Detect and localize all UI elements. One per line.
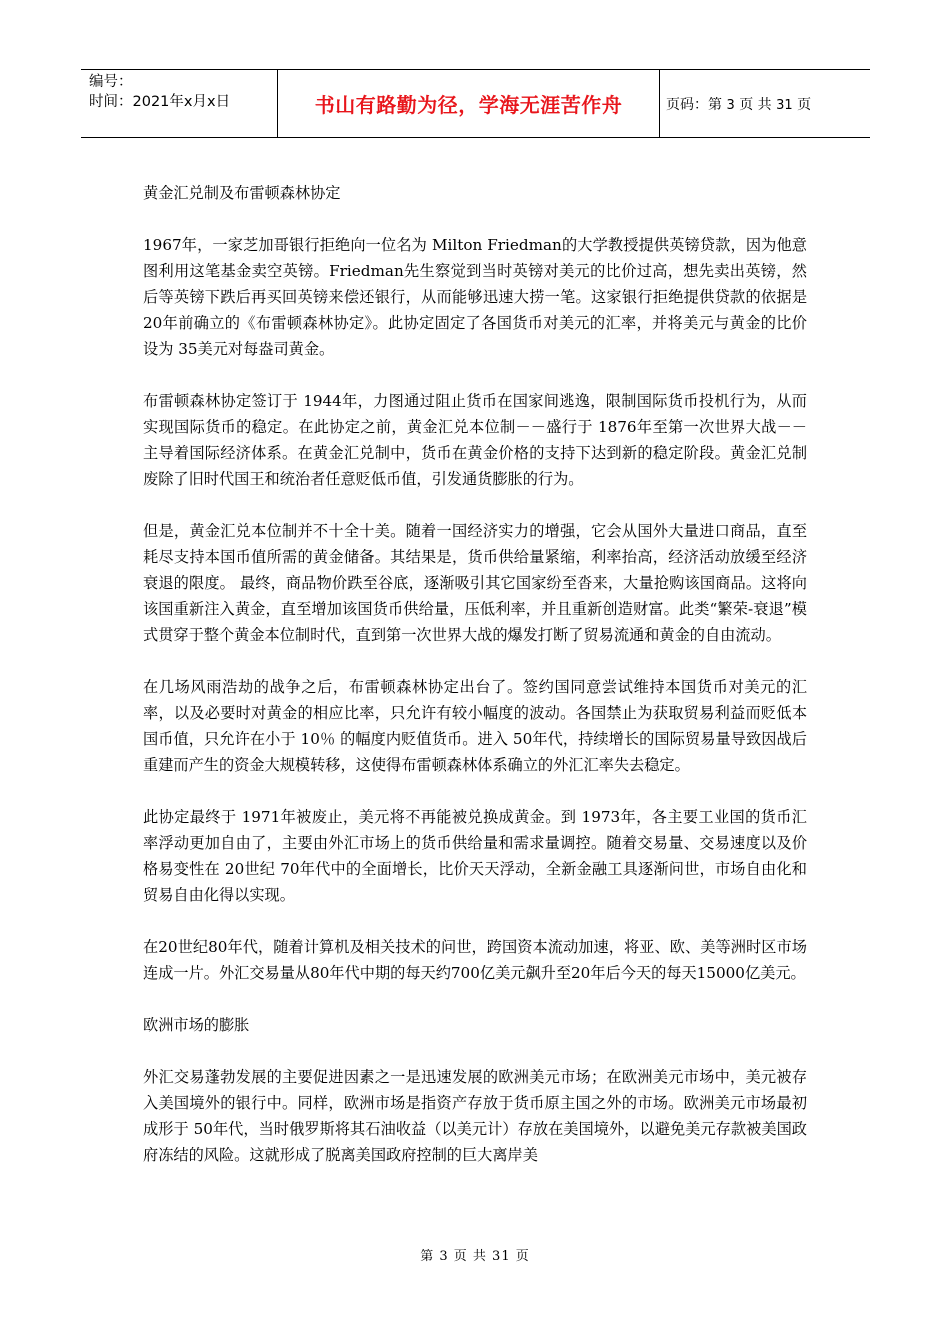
header-page-info — [666, 94, 866, 114]
paragraph: 此协定最终于 1971年被废止，美元将不再能被兑换成黄金。到 1973年，各主要工业国的货币汇率浮动更加自由了，主要由外汇市场上的货币供给量和需求量调控。随着交易量、交易速度以及价格易变性在 20世纪 70年代中的全面增长，比价天天浮动，全新金融工具逐渐问世，市场自由化和贸易自由化得以实现。 — [143, 808, 807, 904]
page-current: 3 — [726, 98, 735, 113]
page-prefix: 页码：第 — [666, 97, 722, 113]
paragraph: 但是，黄金汇兑本位制并不十全十美。随着一国经济实力的增强，它会从国外大量进口商品，直至耗尽支持本国币值所需的黄金储备。其结果是，货币供给量紧缩，利率抬高，经济活动放缓至经济衰退的限度。 最终，商品物价跌至谷底，逐渐吸引其它国家纷至沓来，大量抢购该国商品。这将向该国重新注入黄金，直至增加该国货币供给量，压低利率，并且重新创造财富。此类“繁荣-衰退”模式贯穿于整个黄金本位制时代，直到第一次世界大战的爆发打断了贸易流通和黄金的自由流动。 — [143, 522, 807, 644]
document-date: 时间：2021年x月x日 — [89, 94, 231, 110]
document-number-label: 编号： — [89, 74, 133, 90]
header-divider — [659, 70, 660, 137]
page-suffix: 页 — [797, 97, 812, 113]
page-mid: 页 共 — [739, 97, 772, 113]
paragraph: 外汇交易蓬勃发展的主要促进因素之一是迅速发展的欧洲美元市场；在欧洲美元市场中，美元被存入美国境外的银行中。同样，欧洲市场是指资产存放于货币原主国之外的市场。欧洲美元市场最初成形于 50年代，当时俄罗斯将其石油收益（以美元计）存放在美国境外，以避免美元存款被美国政府冻结的风险。这就形成了脱离美国政府控制的巨大离岸美 — [143, 1068, 807, 1164]
document-body — [143, 180, 807, 1194]
paragraph: 布雷顿森林协定签订于 1944年，力图通过阻止货币在国家间逃逸，限制国际货币投机行为，从而实现国际货币的稳定。在此协定之前，黄金汇兑本位制－－盛行于 1876年至第一次世界大战－－主导着国际经济体系。在黄金汇兑制中，货币在黄金价格的支持下达到新的稳定阶段。黄金汇兑制废除了旧时代国王和统治者任意贬低币值，引发通货膨胀的行为。 — [143, 392, 807, 488]
section-heading: 黄金汇兑制及布雷顿森林协定 — [143, 184, 341, 202]
paragraph: 在几场风雨浩劫的战争之后，布雷顿森林协定出台了。签约国同意尝试维持本国货币对美元的汇率，以及必要时对黄金的相应比率，只允许有较小幅度的波动。各国禁止为获取贸易利益而贬低本国币值，只允许在小于 10％ 的幅度内贬值货币。进入 50年代，持续增长的国际贸易量导致因战后重建而产生的资金大规模转移，这使得布雷顿森林体系确立的外汇汇率失去稳定。 — [143, 678, 807, 774]
paragraph: 在20世纪80年代，随着计算机及相关技术的问世，跨国资本流动加速，将亚、欧、美等洲时区市场连成一片。外汇交易量从80年代中期的每天约700亿美元飙升至20年后今天的每天15000亿美元。 — [143, 938, 807, 982]
header-motto: 书山有路勤为径，学海无涯苦作舟 — [314, 93, 623, 117]
section-heading: 欧洲市场的膨胀 — [143, 1016, 250, 1034]
header-meta — [89, 72, 274, 112]
page-footer: 第 3 页 共 31 页 — [420, 1249, 530, 1264]
paragraph: 1967年，一家芝加哥银行拒绝向一位名为 Milton Friedman的大学教授提供英镑贷款，因为他意图利用这笔基金卖空英镑。Friedman先生察觉到当时英镑对美元的比价过高，想先卖出英镑，然后等英镑下跌后再买回英镑来偿还银行，从而能够迅速大捞一笔。这家银行拒绝提供贷款的依据是 20年前确立的《布雷顿森林协定》。此协定固定了各国货币对美元的汇率，并将美元与黄金的比价设为 35美元对每盎司黄金。 — [143, 236, 807, 358]
page-header — [81, 69, 870, 138]
page-total: 31 — [776, 98, 793, 113]
